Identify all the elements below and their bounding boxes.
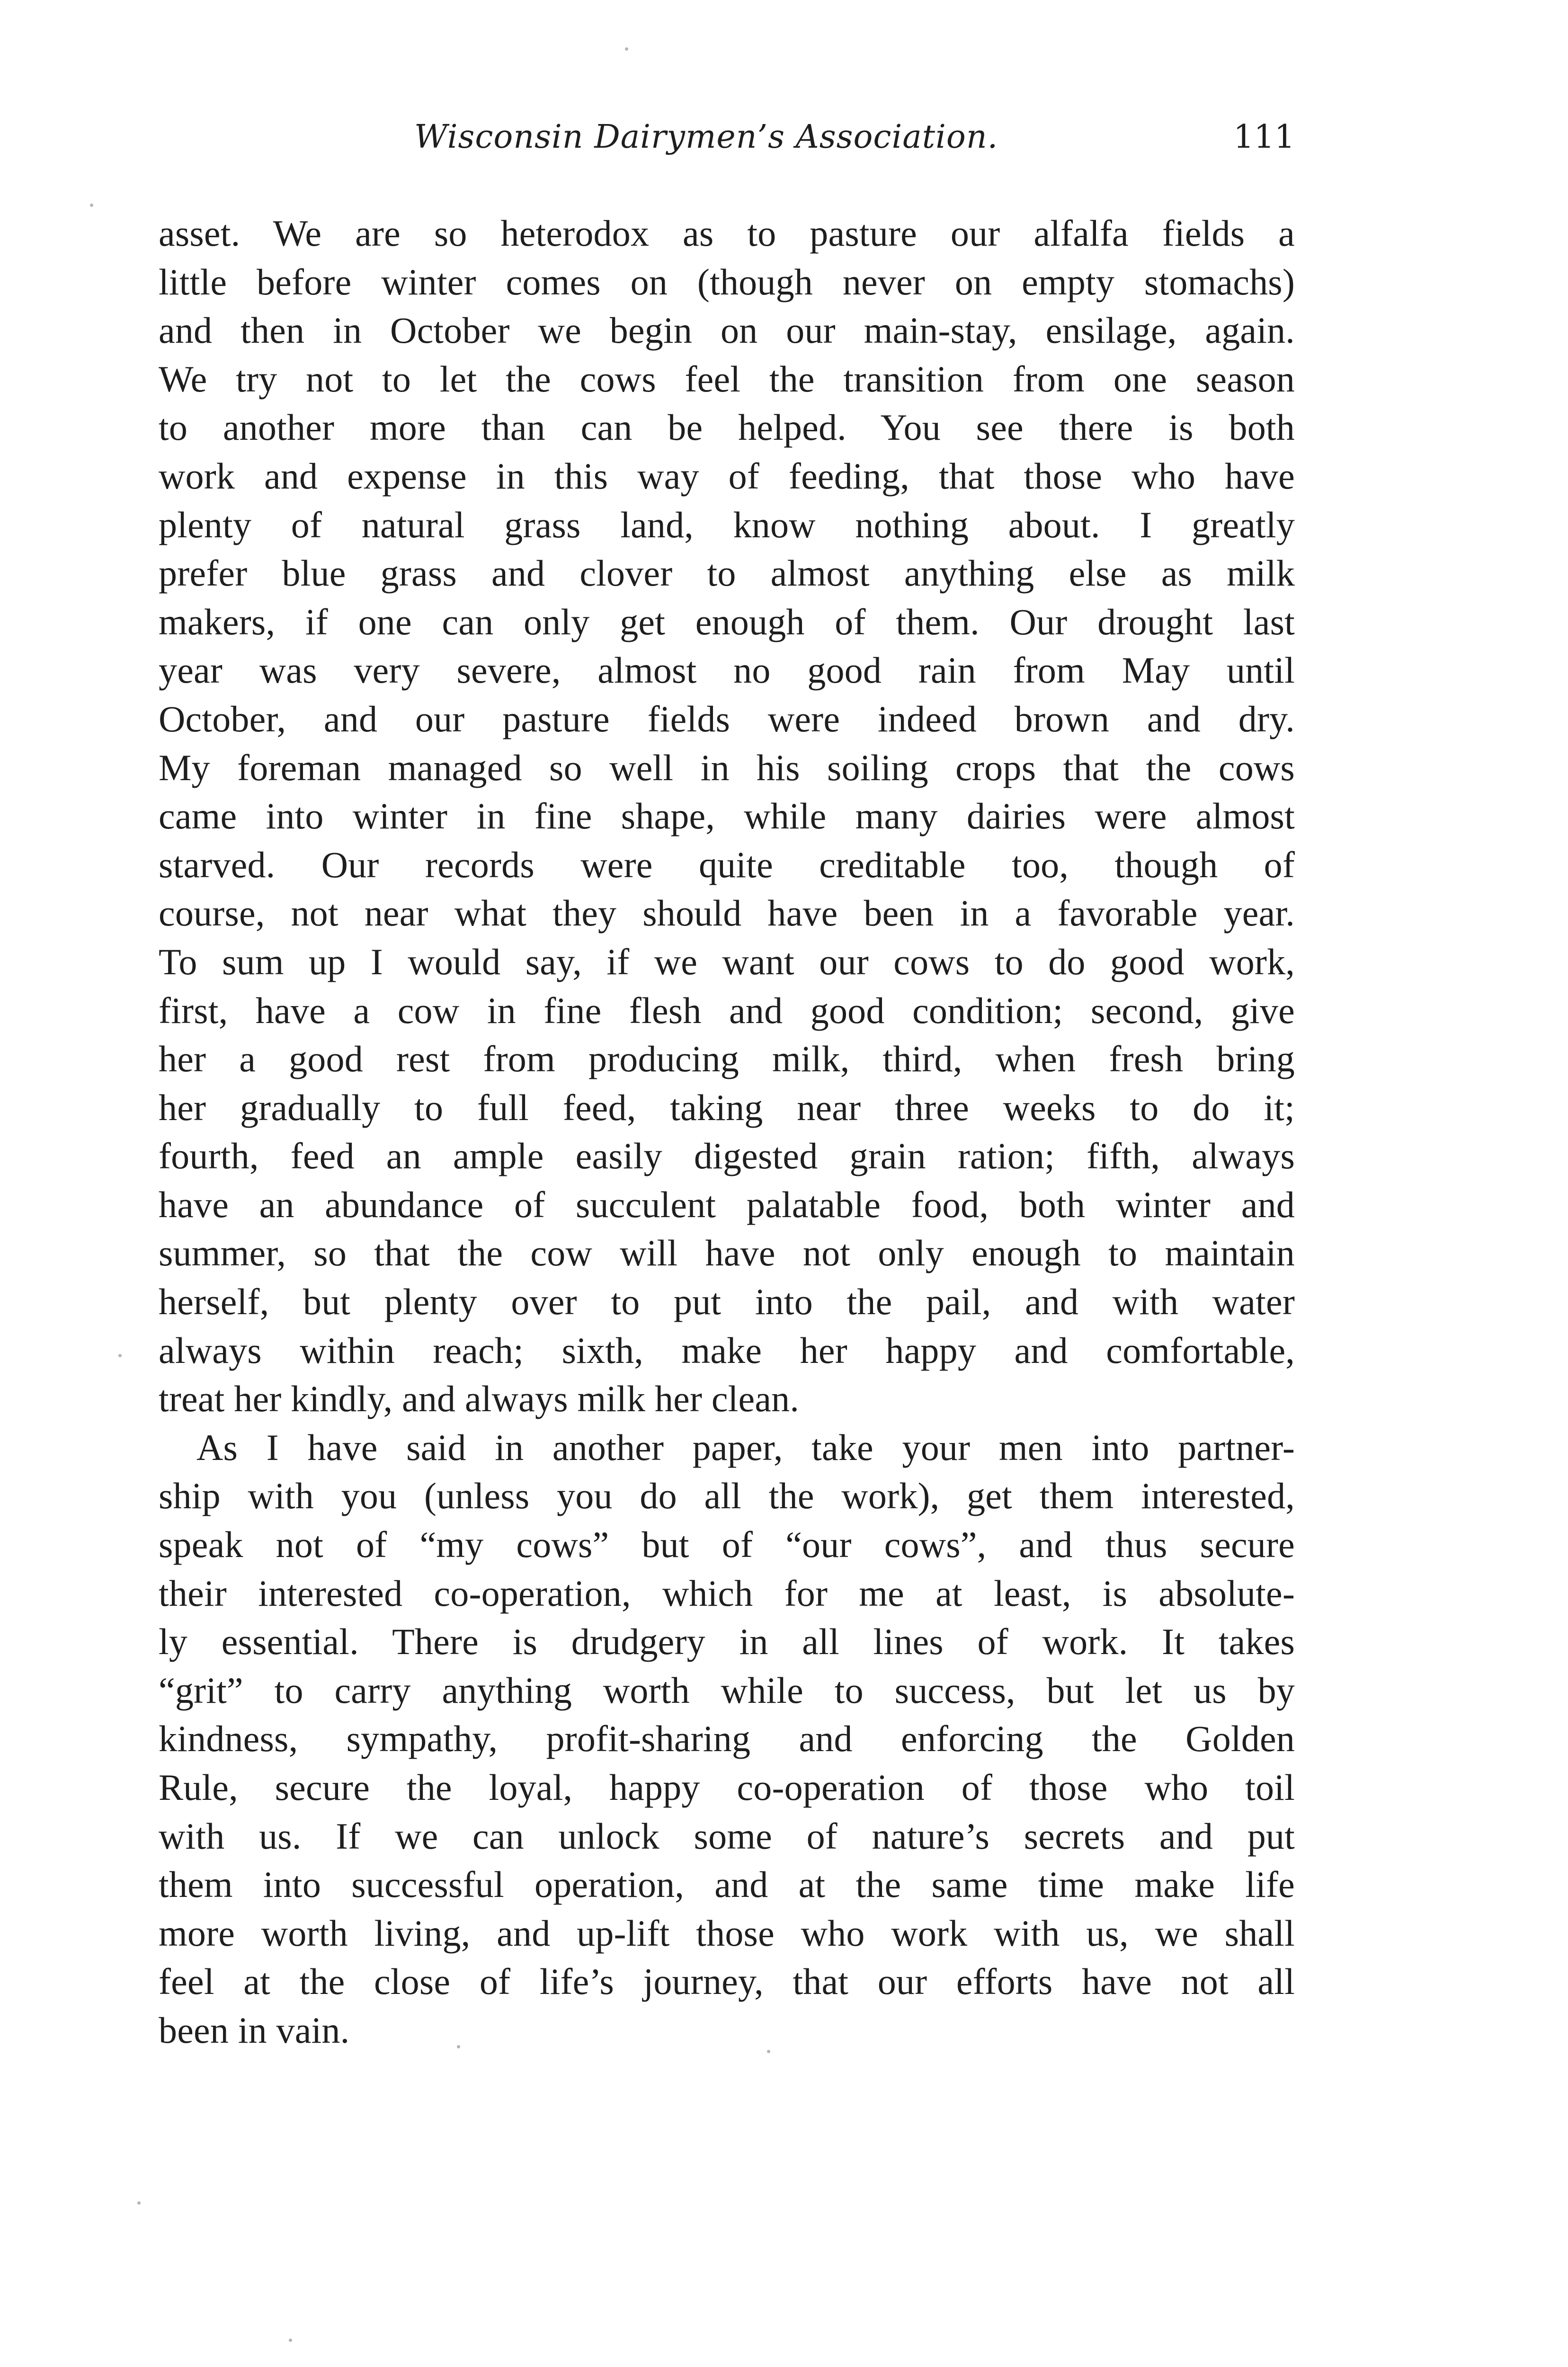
text-line: ly essential. There is drudgery in all lines of work. It takes <box>159 1621 1295 1663</box>
text-line: fourth, feed an ample easily digested grain ration; fifth, always <box>159 1135 1295 1177</box>
text-line: As I have said in another paper, take your men into partner- <box>196 1426 1295 1468</box>
scan-speck <box>767 2050 770 2053</box>
text-line: herself, but plenty over to put into the pail, and with water <box>159 1281 1295 1323</box>
text-line: to another more than can be helped. You see there is both <box>159 407 1295 448</box>
text-line: plenty of natural grass land, know nothing about. I greatly <box>159 504 1295 545</box>
text-line: work and expense in this way of feeding, that those who have <box>159 455 1295 497</box>
scan-speck <box>625 47 628 51</box>
running-head <box>159 109 1295 166</box>
scan-speck <box>457 2045 460 2048</box>
scan-speck <box>90 204 93 207</box>
text-line: first, have a cow in fine flesh and good condition; second, give <box>159 989 1295 1031</box>
text-line: speak not of “my cows” but of “our cows”, and thus secure <box>159 1524 1295 1566</box>
text-line: and then in October we begin on our main-stay, ensilage, again. <box>159 310 1295 351</box>
text-line: been in vain. <box>159 2009 350 2051</box>
text-line: Rule, secure the loyal, happy co-operation of those who toil <box>159 1767 1295 1808</box>
text-line: course, not near what they should have been in a favorable year. <box>159 892 1295 934</box>
text-line: treat her kindly, and always milk her clean. <box>159 1378 800 1420</box>
text-line: “grit” to carry anything worth while to success, but let us by <box>159 1669 1295 1711</box>
scan-speck <box>137 2201 141 2205</box>
paragraph-1 <box>159 209 1295 1424</box>
body-text <box>159 209 1295 2055</box>
text-line: came into winter in fine shape, while many dairies were almost <box>159 795 1295 837</box>
scan-speck <box>289 2339 292 2342</box>
text-line: makers, if one can only get enough of them. Our drought last <box>159 601 1295 642</box>
text-line: ship with you (unless you do all the work), get them interested, <box>159 1475 1295 1517</box>
text-line: have an abundance of succulent palatable food, both winter and <box>159 1184 1295 1225</box>
paragraph-2 <box>159 1424 1295 2055</box>
text-line: To sum up I would say, if we want our cows to do good work, <box>159 941 1295 982</box>
text-line: feel at the close of life’s journey, that our efforts have not all <box>159 1961 1295 2002</box>
scan-speck <box>118 1354 122 1357</box>
text-line: little before winter comes on (though never on empty stomachs) <box>159 261 1295 303</box>
text-line: prefer blue grass and clover to almost anything else as milk <box>159 552 1295 594</box>
text-line: always within reach; sixth, make her happy and comfortable, <box>159 1329 1295 1371</box>
text-line: her a good rest from producing milk, third, when fresh bring <box>159 1038 1295 1080</box>
text-line: year was very severe, almost no good rain from May until <box>159 650 1295 691</box>
text-line: October, and our pasture fields were indeed brown and dry. <box>159 698 1295 739</box>
text-line: more worth living, and up-lift those who work with us, we shall <box>159 1912 1295 1954</box>
text-line: their interested co-operation, which for me at least, is absolute- <box>159 1572 1295 1614</box>
text-line: them into successful operation, and at the same time make life <box>159 1864 1295 1905</box>
text-line: with us. If we can unlock some of nature’s secrets and put <box>159 1815 1295 1857</box>
text-line: her gradually to full feed, taking near three weeks to do it; <box>159 1086 1295 1128</box>
text-line: summer, so that the cow will have not only enough to maintain <box>159 1232 1295 1274</box>
text-line: kindness, sympathy, profit-sharing and enforcing the Golden <box>159 1718 1295 1760</box>
text-line: starved. Our records were quite creditable too, though of <box>159 844 1295 885</box>
running-title: Wisconsin Dairymen’s Association. <box>414 118 998 156</box>
text-line: My foreman managed so well in his soiling crops that the cows <box>159 747 1295 788</box>
page-number: 111 <box>1233 118 1295 156</box>
text-line: We try not to let the cows feel the transition from one season <box>159 358 1295 400</box>
text-line: asset. We are so heterodox as to pasture our alfalfa fields a <box>159 213 1295 254</box>
